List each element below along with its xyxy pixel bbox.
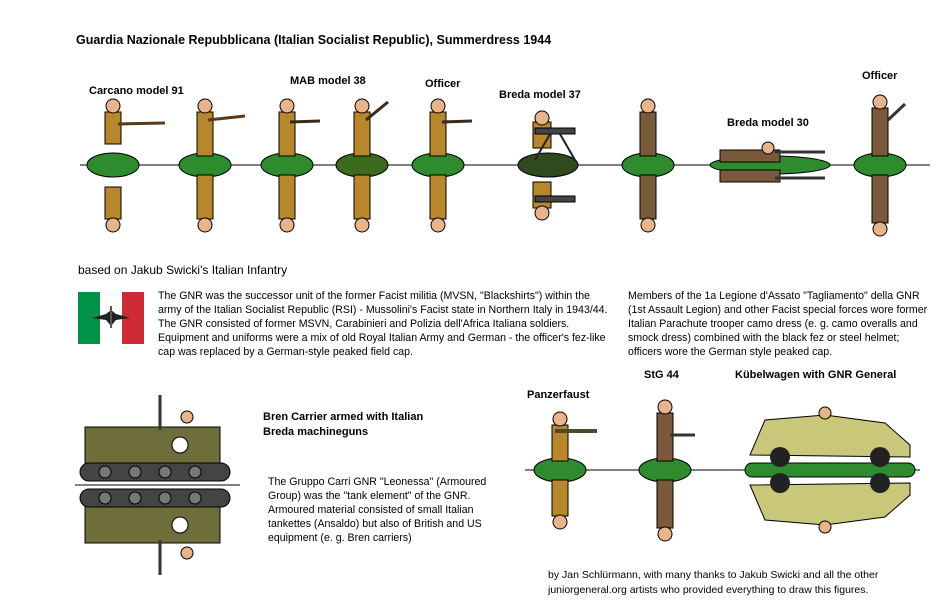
figure-kubelwagen: [745, 407, 915, 533]
page-title: Guardia Nazionale Repubblicana (Italian Socialist Republic), Summerdress 1944: [76, 33, 552, 47]
label-breda37: Breda model 37: [499, 89, 581, 101]
figure-breda30: [710, 142, 830, 182]
label-breda30: Breda model 30: [727, 117, 809, 129]
leonessa-description: The Gruppo Carri GNR "Leonessa" (Armoured Group) was the "tank element" of the GNR. Armoured material consisted of small Italian tankettes (Ansaldo) but also of British and US equipment (e. g. Bren carriers): [268, 476, 487, 544]
label-stg44: StG 44: [644, 369, 679, 381]
figure-officer-1: [412, 99, 472, 232]
label-kubelwagen: Kübelwagen with GNR General: [735, 369, 897, 381]
bottom-figures-row: [525, 395, 925, 565]
rsi-flag: [78, 292, 144, 344]
figure-breda37: [518, 111, 578, 220]
infantry-figures-row: [80, 90, 940, 250]
based-on-credit: based on Jakub Swicki's Italian Infantry: [78, 263, 288, 277]
legion-description: Members of the 1a Legione d'Assato "Tagliamento" della GNR (1st Assault Legion) and other Facist special forces wore former Italian Parachute trooper camo dress (e. g. camo overalls and smock dress) combined with the black fez or steel helmet; officers wore the German style peaked cap.: [628, 290, 928, 358]
figure-officer-2: [854, 95, 906, 236]
figure-stg44: [639, 400, 695, 541]
bren-carrier-title: Bren Carrier armed with Italian Breda machineguns: [263, 411, 424, 438]
figure-mab-1: [261, 99, 320, 232]
label-mab: MAB model 38: [290, 75, 366, 87]
gnr-description: The GNR was the successor unit of the former Facist militia (MVSN, "Blackshirts") within the army of the Italian Socialist Republic (RSI) - Mussolini's Facist state in Northern Italy in 1943/44. The GNR consisted of former MSVN, Carabinieri and Polizia dell'Africa Italiana soldiers. Equipment and uniforms were a mix of old Royal Italian Army and German - the officer's fez-like cap was replaced by a German-style peaked field cap.: [158, 290, 608, 358]
bren-carrier-figure: [75, 385, 245, 585]
label-panzerfaust: Panzerfaust: [527, 389, 590, 401]
author-credit: by Jan Schlürmann, with many thanks to Jakub Swicki and all the other juniorgeneral.org artists who provided everything to draw this figures.: [548, 569, 879, 596]
label-carcano: Carcano model 91: [89, 85, 184, 97]
figure-camo-1: [622, 99, 674, 232]
figure-mab-2: [336, 99, 388, 232]
label-officer-1: Officer: [425, 78, 461, 90]
label-officer-2: Officer: [862, 70, 898, 82]
